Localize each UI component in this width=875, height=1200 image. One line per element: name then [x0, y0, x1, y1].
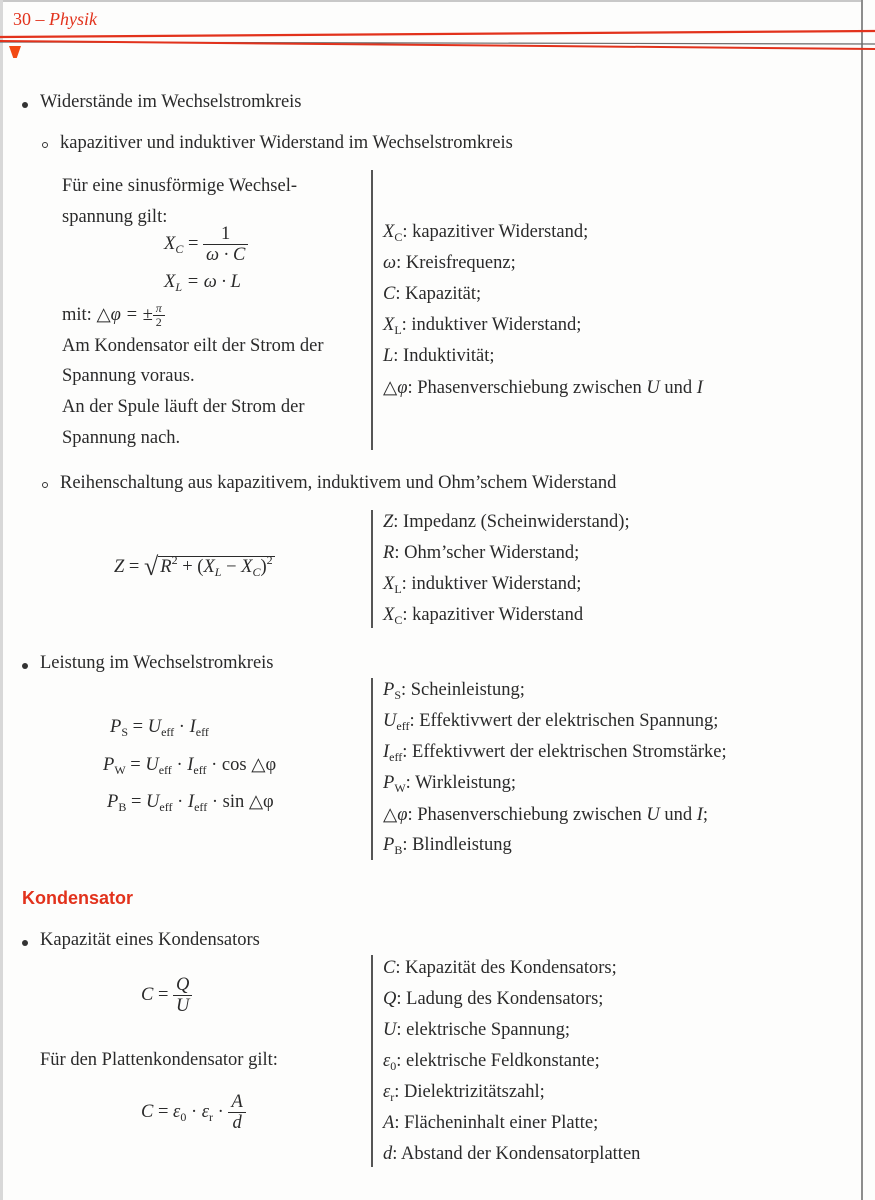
formula-xc: [164, 224, 248, 266]
bullet-dot: [22, 102, 28, 108]
frac-den-text: ω · C: [206, 245, 246, 266]
page-edge-left: [0, 0, 3, 1200]
legend-item: [383, 605, 583, 626]
eff-sub: eff: [158, 763, 172, 777]
radicand-close: ): [260, 557, 267, 577]
frac-denominator: [203, 244, 248, 265]
legend-description: : kapazitiver Widerstand;: [402, 222, 589, 242]
legend-item: [383, 377, 703, 399]
legend-description: : Abstand der Kondensatorplatten: [392, 1144, 641, 1164]
power-symbol: P: [107, 792, 119, 812]
formula-xl-symbol: X: [164, 272, 176, 292]
legend-i: I: [696, 378, 703, 398]
sqrt-radicand: [158, 553, 274, 579]
legend-symbol: R: [383, 543, 395, 563]
formula-xc-fraction: [203, 224, 248, 266]
mit-formula: △φ = ±: [96, 304, 153, 325]
header-dash: –: [31, 9, 49, 29]
legend-u: U: [646, 378, 660, 398]
intro-line-2: spannung gilt:: [62, 207, 168, 227]
plate-capacitor-text: Für den Plattenkondensator gilt:: [40, 1050, 278, 1070]
legend-description: : induktiver Widerstand;: [401, 315, 582, 335]
formula-c-fraction: [173, 975, 192, 1017]
power-symbol-sub: W: [114, 763, 126, 777]
legend-item: [383, 958, 617, 979]
legend-symbol: △φ: [383, 805, 408, 825]
radicand-minus: −: [221, 557, 242, 577]
legend-description: : Phasenverschiebung zwischen: [407, 378, 647, 398]
formula-eq: =: [153, 985, 174, 1006]
frac-numerator: [228, 1092, 245, 1112]
legend-symbol: Z: [383, 512, 394, 532]
explanation-line-3: An der Spule läuft der Strom der: [62, 397, 305, 417]
formula-xc-symbol: X: [164, 234, 176, 255]
formula-xl-rhs: = ω · L: [182, 272, 241, 292]
formula-eq: =: [183, 234, 204, 255]
frac-num-text: Q: [176, 975, 190, 995]
formula-a-d-fraction: [228, 1092, 245, 1134]
dot-operator: ·: [171, 755, 188, 775]
legend-description: : Phasenverschiebung zwischen: [407, 805, 647, 825]
frac-numerator: [153, 302, 165, 315]
epsilon-r: ε: [201, 1102, 210, 1123]
formula-z-symbol: Z: [114, 557, 125, 577]
frac-den-text: U: [176, 996, 190, 1017]
legend-description: : Blindleistung: [402, 835, 512, 855]
legend-description: : Dielektrizitätszahl;: [394, 1082, 545, 1102]
legend-description: : elektrische Spannung;: [396, 1020, 571, 1040]
epsilon-r-sub: r: [209, 1110, 214, 1125]
legend-symbol-sub: 0: [390, 1059, 397, 1073]
legend-item: [383, 512, 630, 533]
legend-symbol: X: [383, 315, 395, 335]
legend-symbol: P: [383, 680, 395, 700]
legend-item: [383, 835, 512, 856]
legend-description: : Wirkleistung;: [405, 773, 517, 793]
header-rule-bottom: [0, 41, 875, 49]
legend-description: : Effektivwert der elektrischen Spannung;: [409, 711, 719, 731]
i-symbol: I: [189, 717, 196, 737]
legend-item: [383, 315, 581, 336]
sub-bullet-kapazitiv-induktiv: kapazitiver und induktiver Widerstand im Wechselstromkreis: [60, 133, 513, 153]
epsilon-0: ε: [173, 1102, 181, 1123]
legend-symbol: Q: [383, 989, 397, 1009]
legend-item: [383, 773, 516, 794]
legend-und: und: [659, 378, 697, 398]
legend-item: [383, 1144, 640, 1165]
legend-symbol-sub: L: [394, 323, 402, 337]
radicand-xl-sub: L: [214, 565, 222, 579]
legend-item: [383, 1020, 570, 1041]
legend-symbol: X: [383, 222, 395, 242]
header-rules: [0, 28, 875, 58]
mit-fraction: [153, 302, 165, 329]
formula-eq: =: [124, 557, 144, 577]
divider-line: [371, 955, 373, 1167]
legend-symbol-sub: eff: [396, 719, 410, 733]
power-symbol: P: [110, 717, 122, 737]
dot-operator: ·: [186, 1102, 202, 1123]
heading-kondensator: Kondensator: [22, 888, 134, 908]
divider-line: [371, 510, 373, 628]
radicand-r: R: [160, 557, 172, 577]
power-formula-tail: · sin △φ: [207, 792, 274, 812]
legend-description: : Effektivwert der elektrischen Stromstärke;: [402, 742, 727, 762]
dot-operator: ·: [174, 717, 190, 737]
eff-sub: eff: [161, 725, 175, 739]
page-edge-top: [0, 0, 861, 2]
legend-description: : elektrische Feldkonstante;: [396, 1051, 600, 1071]
legend-symbol: △φ: [383, 378, 408, 398]
legend-symbol: X: [383, 574, 395, 594]
legend-description: : Impedanz (Scheinwiderstand);: [393, 512, 630, 532]
u-symbol: U: [146, 792, 160, 812]
frac-num-text: π: [155, 301, 162, 315]
radicand-xl: X: [203, 557, 215, 577]
explanation-line-2: Spannung voraus.: [62, 366, 195, 386]
u-symbol: U: [145, 755, 159, 775]
legend-description: : induktiver Widerstand;: [401, 574, 582, 594]
formula-xl-sub: L: [175, 280, 182, 294]
power-symbol-sub: B: [118, 800, 127, 814]
radicand-xc: X: [241, 557, 253, 577]
formula-eq: =: [125, 755, 146, 775]
i-symbol: I: [187, 792, 195, 812]
legend-symbol: C: [383, 958, 396, 978]
legend-item: [383, 1082, 545, 1103]
section-title: Physik: [49, 9, 97, 29]
legend-symbol: I: [383, 742, 390, 762]
legend-item: [383, 346, 495, 367]
legend-symbol-sub: r: [390, 1090, 395, 1104]
legend-symbol-sub: W: [394, 781, 406, 795]
legend-item: [383, 222, 588, 243]
explanation-line-1: Am Kondensator eilt der Strom der: [62, 336, 324, 356]
radicand-plus: + (: [177, 557, 204, 577]
frac-numerator: 1: [221, 224, 231, 244]
power-symbol: P: [103, 755, 115, 775]
sqrt-expression: [144, 552, 275, 582]
bullet-kapazitaet: Kapazität eines Kondensators: [40, 930, 260, 950]
sqrt-icon: √: [143, 552, 159, 581]
power-formula: [103, 754, 276, 776]
legend-symbol: U: [383, 1020, 397, 1040]
eff-sub: eff: [195, 725, 209, 739]
legend-item: [383, 253, 516, 274]
formula-xl: [164, 272, 241, 293]
eff-sub: eff: [193, 763, 207, 777]
eff-sub: eff: [194, 800, 208, 814]
power-formula: [107, 791, 274, 813]
bullet-widerstaende: Widerstände im Wechselstromkreis: [40, 92, 302, 112]
legend-item: [383, 989, 603, 1010]
divider-line: [371, 170, 373, 450]
bullet-dot: [22, 663, 28, 669]
legend-symbol-sub: B: [394, 843, 403, 857]
power-formula-tail: · cos △φ: [206, 755, 277, 775]
frac-den-text: d: [232, 1113, 242, 1134]
legend-symbol: U: [383, 711, 397, 731]
power-symbol-sub: S: [121, 725, 128, 739]
mit-line: [62, 302, 165, 329]
bullet-leistung: Leistung im Wechselstromkreis: [40, 653, 274, 673]
formula-c-symbol: C: [141, 985, 154, 1006]
formula-c-symbol: C: [141, 1102, 154, 1123]
legend-und: und: [659, 805, 697, 825]
divider-line: [371, 678, 373, 860]
legend-i: I: [696, 805, 703, 825]
dot-operator: ·: [172, 792, 188, 812]
legend-u: U: [646, 805, 660, 825]
header-marker-triangle: [9, 46, 21, 58]
explanation-line-4: Spannung nach.: [62, 428, 181, 448]
eff-sub: eff: [159, 800, 173, 814]
legend-symbol-sub: C: [394, 230, 403, 244]
legend-item: [383, 1113, 598, 1134]
legend-description: : Induktivität;: [393, 346, 495, 366]
legend-symbol: X: [383, 605, 395, 625]
sub-bullet-reihenschaltung: Reihenschaltung aus kapazitivem, induktivem und Ohm’schem Widerstand: [60, 473, 617, 493]
power-formula: [110, 717, 209, 738]
frac-denominator: 2: [153, 315, 165, 329]
radicand-exp: 2: [266, 553, 273, 567]
i-symbol: I: [187, 755, 194, 775]
legend-end: ;: [702, 805, 709, 825]
dot-operator: ·: [213, 1102, 229, 1123]
legend-symbol: P: [383, 773, 395, 793]
legend-description: : Flächeninhalt einer Platte;: [394, 1113, 599, 1133]
legend-symbol-sub: L: [394, 582, 402, 596]
u-symbol: U: [147, 717, 162, 737]
legend-symbol: C: [383, 284, 396, 304]
legend-item: [383, 1051, 600, 1072]
legend-description: : Ladung des Kondensators;: [396, 989, 604, 1009]
legend-symbol: ω: [383, 253, 397, 273]
radicand-r-exp: 2: [171, 553, 178, 567]
running-header: [13, 9, 97, 30]
frac-num-text: A: [231, 1092, 243, 1112]
legend-item: [383, 543, 579, 564]
formula-capacitance: [141, 975, 192, 1017]
formula-eq: =: [128, 717, 148, 737]
legend-symbol: L: [383, 346, 394, 366]
formula-eq: =: [126, 792, 147, 812]
legend-item: [383, 574, 581, 595]
legend-description: : Kreisfrequenz;: [396, 253, 516, 273]
legend-item: [383, 742, 727, 763]
intro-line-1: Für eine sinusförmige Wechsel-: [62, 176, 298, 196]
epsilon-0-sub: 0: [180, 1110, 187, 1125]
formula-eq: =: [153, 1102, 174, 1123]
frac-numerator: [173, 975, 192, 995]
bullet-dot: [22, 940, 28, 946]
legend-symbol: P: [383, 835, 395, 855]
legend-item: [383, 680, 525, 701]
radicand-xc-sub: C: [252, 565, 261, 579]
header-rule-top: [0, 31, 875, 37]
legend-item: [383, 711, 718, 732]
formula-plate-capacitor: [141, 1092, 246, 1134]
page-edge-right: [861, 0, 863, 1200]
legend-item: [383, 804, 708, 826]
legend-description: : Kapazität;: [395, 284, 482, 304]
legend-symbol-sub: C: [394, 613, 403, 627]
legend-description: : Kapazität des Kondensators;: [395, 958, 617, 978]
page-number: 30: [13, 9, 31, 29]
legend-symbol: ε: [383, 1051, 391, 1071]
legend-symbol: ε: [383, 1082, 391, 1102]
legend-symbol: d: [383, 1144, 393, 1164]
legend-symbol-sub: eff: [389, 750, 403, 764]
legend-description: : Ohm’scher Widerstand;: [394, 543, 580, 563]
formula-xc-sub: C: [175, 242, 184, 257]
sub-bullet-circle: [42, 482, 48, 488]
formula-impedance: [114, 552, 275, 582]
frac-denominator: [173, 995, 192, 1016]
legend-description: : Scheinleistung;: [401, 680, 525, 700]
legend-item: [383, 284, 481, 305]
legend-symbol-sub: S: [394, 688, 401, 702]
mit-label: mit:: [62, 304, 97, 325]
frac-denominator: [228, 1112, 245, 1133]
legend-description: : kapazitiver Widerstand: [402, 605, 584, 625]
legend-symbol: A: [383, 1113, 395, 1133]
sub-bullet-circle: [42, 142, 48, 148]
